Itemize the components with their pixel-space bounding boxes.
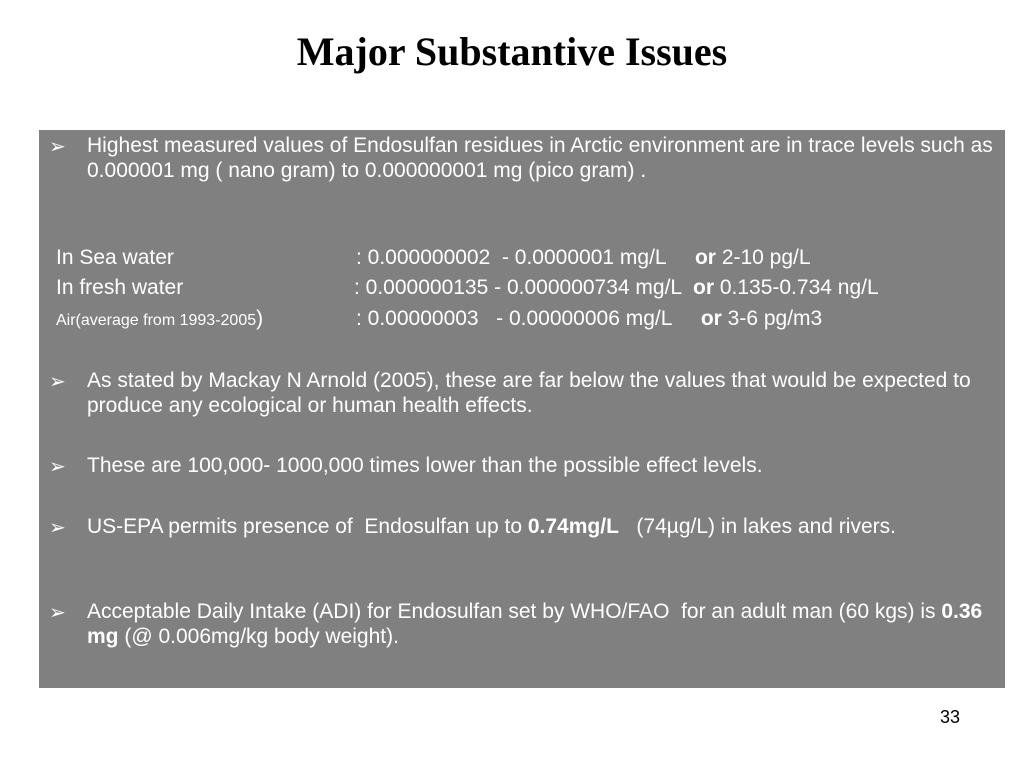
- measurement-range: : 0.000000135 - 0.000000734 mg/L: [354, 276, 693, 299]
- bullet-us-epa: [87, 514, 997, 539]
- measurement-or: or: [694, 246, 716, 269]
- bullet-adi: [87, 599, 997, 649]
- measurement-range: : 0.00000003 - 0.00000006 mg/L: [356, 307, 701, 330]
- bullet-mackay-arnold: As stated by Mackay N Arnold (2005), these are far below the values that would be expected to produce any ecological or human health effects.: [87, 369, 971, 417]
- bullet-effect-levels: These are 100,000- 1000,000 times lower than the possible effect levels.: [87, 454, 763, 477]
- bullet-text-segment: US-EPA permits presence of Endosulfan up to: [87, 515, 528, 538]
- bullet-text-segment: (74µg/L) in lakes and rivers.: [618, 515, 896, 538]
- measurement-alt: 0.135-0.734 ng/L: [714, 276, 879, 299]
- content-box: [39, 130, 1005, 688]
- measurement-row-sea-water: [56, 245, 1001, 271]
- bullet-arrow-icon: ➢: [49, 456, 66, 478]
- measurement-row-fresh-water: [56, 275, 1001, 301]
- measurement-row-air: [56, 306, 1001, 332]
- measurement-alt: 2-10 pg/L: [715, 246, 811, 269]
- bullet-arrow-icon: ➢: [49, 602, 66, 624]
- measurement-or: or: [693, 276, 714, 299]
- page-number: 33: [940, 707, 961, 727]
- bullet-bold-value: 0.74mg/L: [527, 515, 619, 538]
- measurement-alt: 3-6 pg/m3: [721, 307, 823, 330]
- measurement-label: Air(average from 1993-2005: [56, 312, 257, 329]
- measurement-label-paren: ): [256, 307, 264, 330]
- bullet-text-segment: (@ 0.006mg/kg body weight).: [118, 625, 399, 648]
- bullet-arctic-residues: Highest measured values of Endosulfan residues in Arctic environment are in trace levels such as 0.000001 mg ( nano gram) to 0.000000001 mg (pico gram) .: [87, 134, 993, 182]
- bullet-arrow-icon: ➢: [49, 371, 66, 393]
- measurement-or: or: [700, 307, 722, 330]
- measurement-label: In fresh water: [56, 276, 184, 299]
- bullet-text-segment: Acceptable Daily Intake (ADI) for Endosulfan set by WHO/FAO for an adult man (60 kgs) is: [87, 600, 942, 623]
- bullet-arrow-icon: ➢: [49, 517, 66, 539]
- bullet-arrow-icon: ➢: [49, 136, 66, 158]
- measurement-label: In Sea water: [56, 246, 174, 269]
- bullet-bold-value: 0.36 mg: [87, 600, 983, 648]
- slide-title: Major Substantive Issues: [296, 29, 728, 74]
- measurement-range: : 0.000000002 - 0.0000001 mg/L: [356, 246, 695, 269]
